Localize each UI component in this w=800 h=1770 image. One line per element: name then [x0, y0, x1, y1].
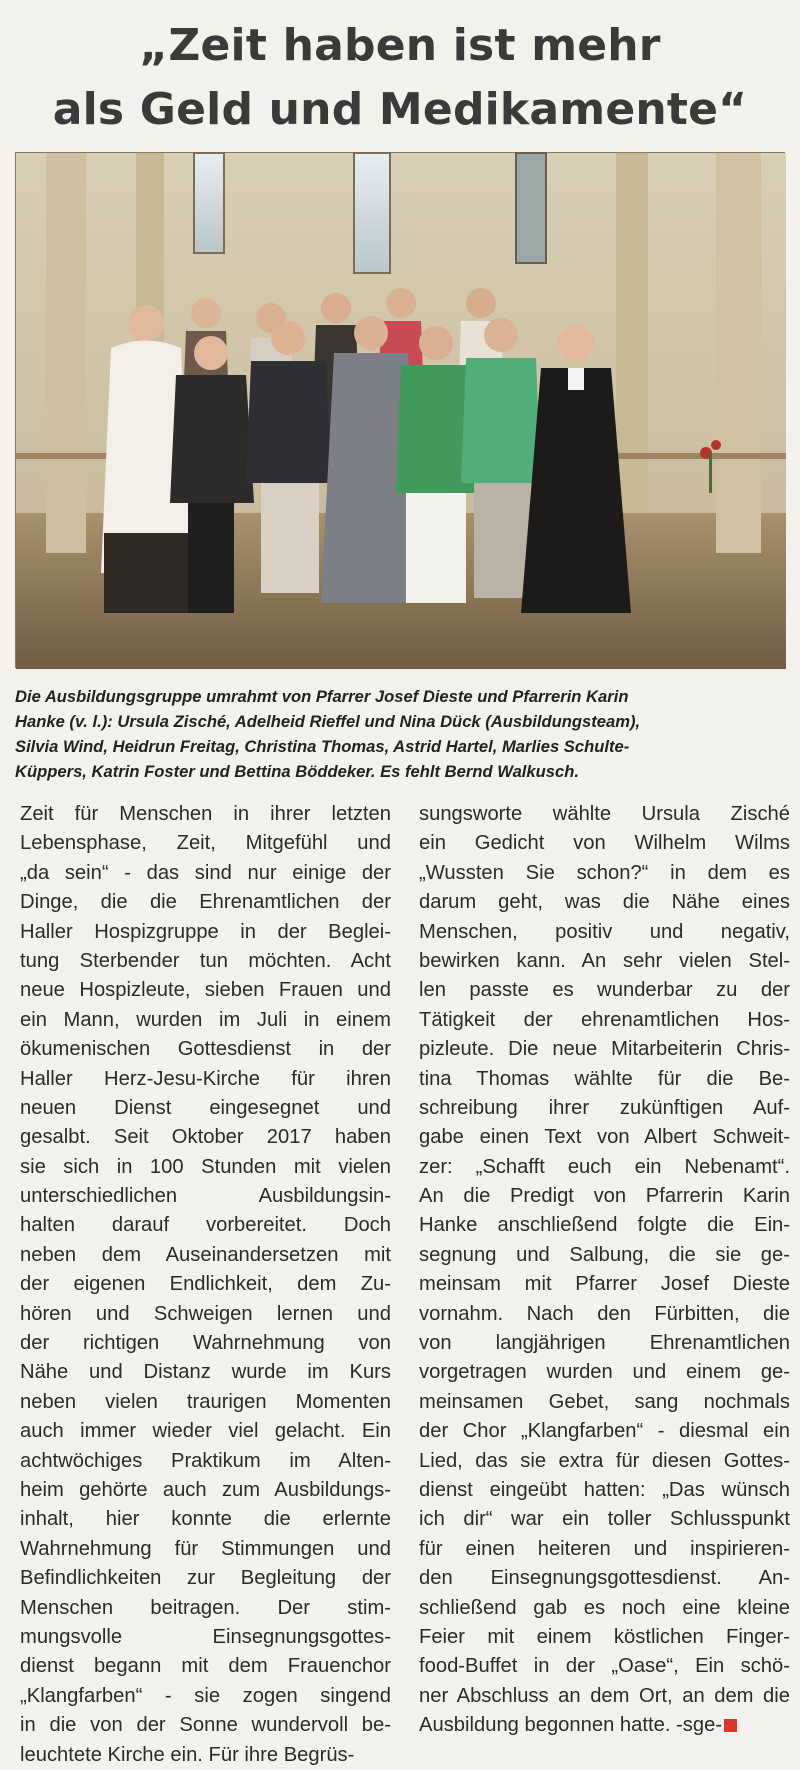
church-group-illustration	[16, 153, 786, 669]
body-text-line: sie sich in 100 Stunden mit vielen	[20, 1155, 391, 1178]
headline-line-1: „Zeit haben ist mehr	[139, 20, 661, 71]
caption-line: Küppers, Katrin Foster und Bettina Böddeker. Es fehlt Bernd Walkusch.	[15, 762, 579, 781]
body-text-line: der eigenen Endlichkeit, dem Zu-	[20, 1273, 391, 1296]
body-text-line: „da sein“ - das sind nur einige der	[20, 861, 391, 884]
article-column-left	[20, 800, 391, 1770]
body-text-line: neben vielen traurigen Momenten	[20, 1390, 391, 1413]
headline-line-2: als Geld und Medikamente“	[52, 84, 748, 135]
body-text-line: ökumenischen Gottesdienst in der	[20, 1038, 391, 1061]
body-text-line: dienst begann mit dem Frauenchor	[20, 1655, 391, 1678]
body-text-line: Befindlichkeiten zur Begleitung der	[20, 1567, 391, 1590]
body-text-line: Dinge, die die Ehrenamtlichen der	[20, 891, 391, 914]
body-text-line: Haller Hospizgruppe in der Beglei-	[20, 920, 391, 943]
body-text-line: der Chor „Klangfarben“ - diesmal ein	[419, 1420, 790, 1443]
body-text-line: food-Buffet in der „Oase“, Ein schö-	[419, 1655, 790, 1678]
body-text-line: Ausbildung begonnen hatte. -sge-	[419, 1711, 790, 1740]
body-text-line: in die von der Sonne wundervoll be-	[20, 1714, 391, 1737]
body-text-line: dienst eingeübt hatten: „Das wünsch	[419, 1478, 790, 1501]
body-text-line: den Einsegnungsgottesdienst. An-	[419, 1567, 790, 1590]
body-text-line: „Wussten Sie schon?“ in dem es	[419, 861, 790, 884]
body-text-line: neuen Dienst eingesegnet und	[20, 1096, 391, 1119]
body-text-line: inhalt, hier konnte die erlernte	[20, 1508, 391, 1531]
body-text-line: An die Predigt von Pfarrerin Karin	[419, 1185, 790, 1208]
body-text-line: Menschen beitragen. Der stim-	[20, 1596, 391, 1619]
photo-caption	[15, 684, 785, 784]
body-text-line: tina Thomas wählte für die Be-	[419, 1067, 790, 1090]
caption-line: Hanke (v. l.): Ursula Zisché, Adelheid Rieffel und Nina Dück (Ausbildungsteam),	[15, 712, 641, 731]
body-text-line: Feier mit einem köstlichen Finger-	[419, 1625, 790, 1648]
body-text-line: Tätigkeit der ehrenamtlichen Hos-	[419, 1008, 790, 1031]
body-text-line: gabe einen Text von Albert Schweit-	[419, 1126, 790, 1149]
body-text-line: heim gehörte auch zum Ausbildungs-	[20, 1478, 391, 1501]
body-text-line: neue Hospizleute, sieben Frauen und	[20, 979, 391, 1002]
body-text-line: meinsam mit Pfarrer Josef Dieste	[419, 1273, 790, 1296]
body-text-line: darum geht, was die Nähe eines	[419, 891, 790, 914]
body-text-line: schließend gab es noch eine kleine	[419, 1596, 790, 1619]
body-text-line: Zeit für Menschen in ihrer letzten	[20, 803, 391, 825]
body-text-line: vornahm. Nach den Fürbitten, die	[419, 1302, 790, 1325]
caption-line: Die Ausbildungsgruppe umrahmt von Pfarrer Josef Dieste und Pfarrerin Karin	[15, 687, 629, 706]
body-text-line: auch immer wieder viel gelacht. Ein	[20, 1420, 391, 1443]
body-text-line: achtwöchiges Praktikum im Alten-	[20, 1449, 391, 1472]
body-text-line: halten darauf vorbereitet. Doch	[20, 1214, 391, 1237]
body-text-line: neben dem Auseinandersetzen mit	[20, 1243, 391, 1266]
body-text-line: Menschen, positiv und negativ,	[419, 920, 790, 943]
caption-line: Silvia Wind, Heidrun Freitag, Christina Thomas, Astrid Hartel, Marlies Schulte-	[15, 737, 630, 756]
body-text-line: schreibung ihrer zukünftigen Auf-	[419, 1096, 790, 1119]
body-text-line: unterschiedlichen Ausbildungsin-	[20, 1185, 391, 1208]
body-text-line: der richtigen Wahrnehmung von	[20, 1332, 391, 1355]
body-text-line: segnung und Salbung, die sie ge-	[419, 1243, 790, 1266]
body-text-line: tung Sterbender tun möchten. Acht	[20, 949, 391, 972]
body-text-line: Lied, das sie extra für diesen Gottes-	[419, 1449, 790, 1472]
body-text-line: ich dir“ war ein toller Schlusspunkt	[419, 1508, 790, 1531]
end-of-article-marker	[724, 1719, 737, 1732]
group-photo	[15, 152, 785, 668]
body-text-line: mungsvolle Einsegnungsgottes-	[20, 1625, 391, 1648]
body-text-line: „Klangfarben“ - sie zogen singend	[20, 1684, 391, 1707]
body-text-line: ner Abschluss an dem Ort, an dem die	[419, 1684, 790, 1707]
body-text-line: Wahrnehmung für Stimmungen und	[20, 1537, 391, 1560]
body-text-line: ein Gedicht von Wilhelm Wilms	[419, 832, 790, 855]
body-text-line: zer: „Schafft euch ein Nebenamt“.	[419, 1155, 790, 1178]
body-text-line: Hanke anschließend folgte die Ein-	[419, 1214, 790, 1237]
body-text-line: bewirken kann. An sehr vielen Stel-	[419, 949, 790, 972]
body-text-line: Haller Herz-Jesu-Kirche für ihren	[20, 1067, 391, 1090]
body-text-line: von langjährigen Ehrenamtlichen	[419, 1332, 790, 1355]
body-text-line: gesalbt. Seit Oktober 2017 haben	[20, 1126, 391, 1149]
body-text-line: sungsworte wählte Ursula Zisché	[419, 803, 790, 825]
article-column-right	[419, 800, 790, 1741]
body-text-line: vorgetragen wurden und einem ge-	[419, 1361, 790, 1384]
body-text-line: ein Mann, wurden im Juli in einem	[20, 1008, 391, 1031]
article-headline	[0, 14, 800, 142]
body-text-line: leuchtete Kirche ein. Für ihre Begrüs-	[20, 1743, 355, 1766]
body-text-line: hören und Schweigen lernen und	[20, 1302, 391, 1325]
body-text-line: für einen heiteren und inspirieren-	[419, 1537, 790, 1560]
body-text-line: len passte es wunderbar zu der	[419, 979, 790, 1002]
body-text-line: Lebensphase, Zeit, Mitgefühl und	[20, 832, 391, 855]
body-text-line: meinsamen Gebet, sang nochmals	[419, 1390, 790, 1413]
body-text-line: Nähe und Distanz wurde im Kurs	[20, 1361, 391, 1384]
body-text-line: pizleute. Die neue Mitarbeiterin Chris-	[419, 1038, 790, 1061]
